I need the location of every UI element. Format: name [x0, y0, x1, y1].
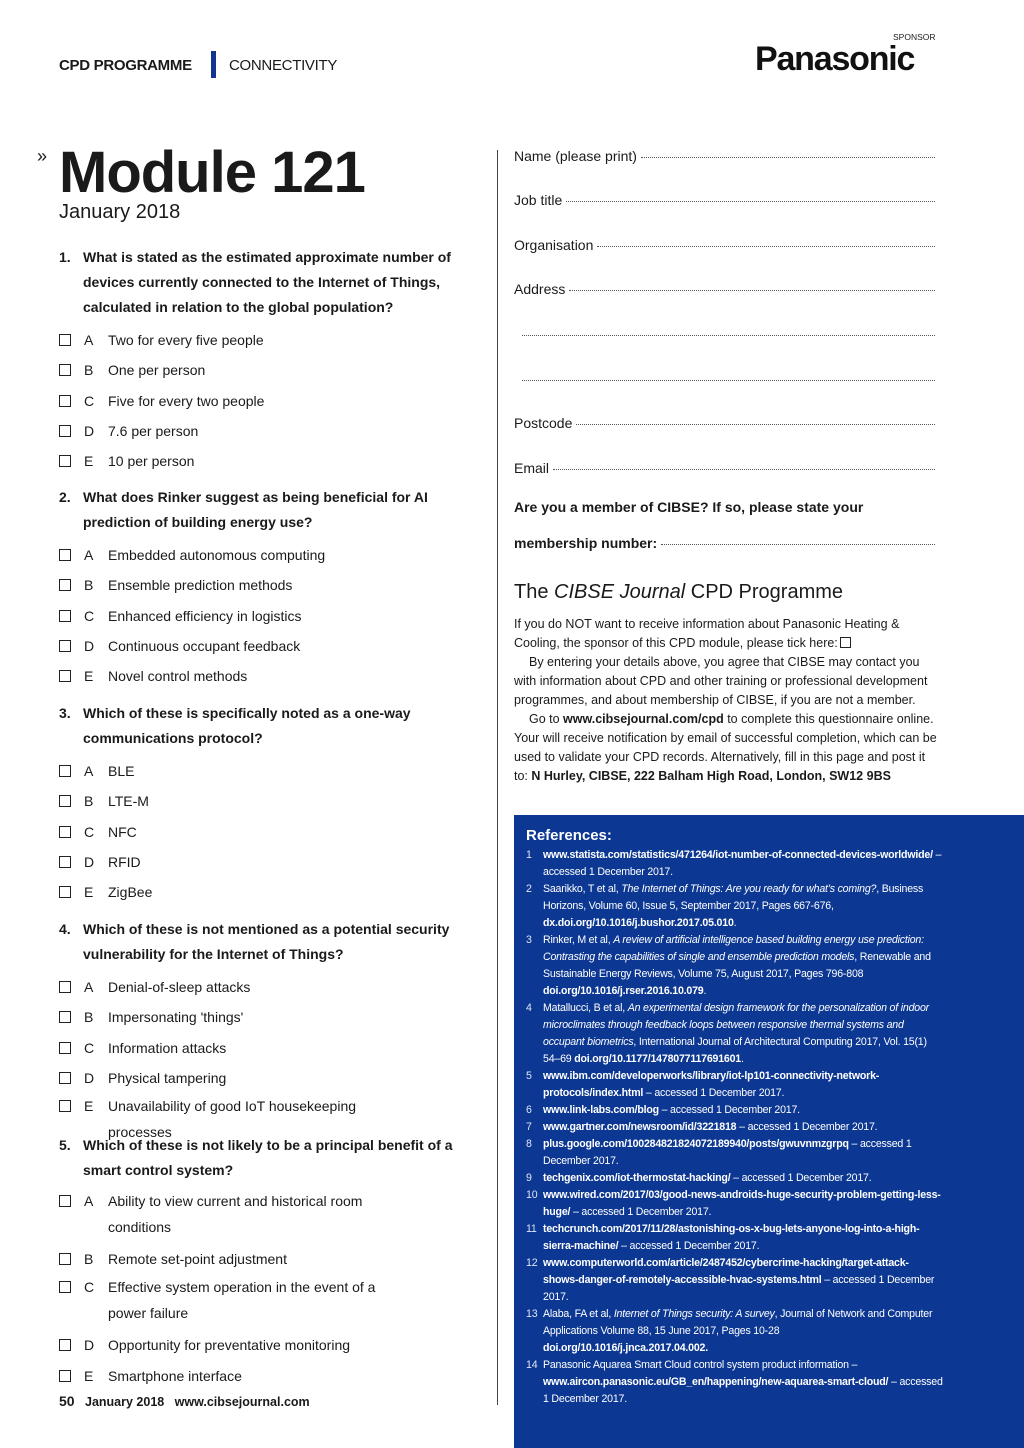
reference-part: – accessed 1 December 2017. [730, 1172, 872, 1184]
question-number: 3. [59, 705, 71, 721]
answer-option[interactable] [59, 1361, 469, 1391]
reference-part: , Journal of Network and Computer Applications Volume 88, 15 June 2017, Pages 10-28 [543, 1308, 933, 1337]
topic-label: CONNECTIVITY [229, 57, 338, 74]
option-letter: B [84, 362, 94, 379]
answer-checkbox[interactable] [59, 1281, 71, 1293]
option-letter: B [84, 1251, 94, 1268]
answer-checkbox[interactable] [59, 610, 71, 622]
answer-checkbox[interactable] [59, 1370, 71, 1382]
option-text: Physical tampering [108, 1070, 227, 1087]
question-text-row [59, 485, 469, 535]
option-letter: E [84, 1098, 94, 1115]
option-text: Effective system operation in the event of a power failure [108, 1279, 376, 1322]
reference-part: , International Journal of Architectural Computing 2017, Vol. 15(1) 54–69 [543, 1036, 927, 1065]
option-text: Smartphone interface [108, 1367, 242, 1384]
reference-number: 7 [526, 1121, 532, 1133]
question-block [59, 485, 469, 691]
reference-part: An experimental design framework for the personalization of indoor microclimates through feedback loops between responsive thermal systems and occupant biometrics [543, 1002, 929, 1048]
answer-checkbox[interactable] [59, 795, 71, 807]
option-letter: A [84, 1193, 94, 1209]
answer-checkbox[interactable] [59, 1253, 71, 1265]
reference-item [526, 1255, 1012, 1306]
reference-part: Rinker, M et al, [543, 934, 614, 946]
reference-link[interactable]: www.statista.com/statistics/471264/iot-number-of-connected-devices-worldwide/ [543, 849, 933, 861]
reference-item [526, 1187, 1012, 1221]
reference-part: – accessed 1 December 2017. [543, 849, 942, 878]
question-text: What is stated as the estimated approximate number of devices currently connected to the Internet of Things, calculated in relation to the global population? [83, 249, 451, 315]
answer-checkbox[interactable] [59, 670, 71, 682]
answer-option[interactable] [59, 416, 469, 446]
reference-part: – accessed 1 December 2017. [570, 1206, 712, 1218]
cpd-link[interactable]: www.cibsejournal.com/cpd [563, 712, 724, 726]
option-letter: B [84, 577, 94, 594]
field-label: Organisation [514, 237, 594, 253]
reference-part: , Renewable and Sustainable Energy Reviews, Volume 75, August 2017, Pages 796-808 [543, 951, 931, 980]
reference-part: – accessed 1 December 2017. [643, 1087, 785, 1099]
reference-item [526, 1306, 1012, 1357]
form-field[interactable] [514, 192, 935, 208]
reference-part: – accessed 1 December 2017. [618, 1240, 760, 1252]
question-text: What does Rinker suggest as being beneficial for AI prediction of building energy use? [83, 489, 428, 530]
answer-option[interactable] [59, 540, 469, 570]
reference-number: 13 [526, 1308, 538, 1320]
membership-number-field[interactable] [514, 535, 935, 551]
option-letter: A [84, 979, 94, 996]
reference-part: Alaba, FA et al, [543, 1308, 614, 1320]
answer-checkbox[interactable] [59, 1072, 71, 1084]
postal-address: N Hurley, CIBSE, 222 Balham High Road, London, SW12 9BS [531, 769, 891, 783]
form-field[interactable] [514, 281, 935, 297]
answer-option[interactable] [59, 1244, 469, 1274]
membership-number-label: membership number: [514, 535, 658, 551]
answer-checkbox[interactable] [59, 886, 71, 898]
reference-part: Panasonic Aquarea Smart Cloud control system product information – [543, 1359, 858, 1371]
option-text: Five for every two people [108, 392, 265, 409]
reference-part: – accessed 1 December 2017. [658, 1104, 800, 1116]
reference-part: The Internet of Things: Are you ready for what’s coming? [621, 883, 877, 895]
answer-checkbox[interactable] [59, 1339, 71, 1351]
reference-number: 1 [526, 849, 532, 861]
option-text: NFC [108, 823, 137, 840]
reference-part: Matallucci, B et al, [543, 1002, 628, 1014]
reference-number: 14 [526, 1359, 538, 1371]
answer-checkbox[interactable] [59, 395, 71, 407]
reference-number: 3 [526, 934, 532, 946]
answer-checkbox[interactable] [59, 981, 71, 993]
reference-item [526, 881, 1012, 932]
form-field[interactable] [514, 148, 935, 164]
references-title: References: [526, 827, 612, 844]
reference-item [526, 847, 1012, 881]
field-label: Postcode [514, 415, 573, 431]
spacer [514, 371, 518, 387]
option-letter: A [84, 332, 94, 349]
answer-option[interactable] [59, 756, 469, 786]
option-letter: E [84, 453, 94, 470]
answer-option[interactable] [59, 1002, 469, 1032]
consent-text: By entering your details above, you agree that CIBSE may contact you with information about CPD and other training or professional development programmes, and about membership of CIBSE, if you are not a member. [514, 655, 928, 707]
reference-item [526, 1136, 1012, 1170]
answer-checkbox[interactable] [59, 765, 71, 777]
column-divider [497, 150, 498, 1405]
reference-number: 5 [526, 1070, 532, 1082]
reference-text [543, 1357, 943, 1408]
fill-line [569, 290, 935, 291]
reference-item [526, 1068, 1012, 1102]
answer-option[interactable] [59, 1330, 469, 1360]
membership-question [514, 499, 863, 515]
option-text: Ensemble prediction methods [108, 577, 293, 594]
answer-checkbox[interactable] [59, 640, 71, 652]
fill-line [522, 335, 935, 336]
reference-part: A review of artificial intelligence based building energy use prediction: Contrasting the capabilities of single and ensemble prediction models [543, 934, 924, 963]
answer-option[interactable] [59, 1188, 469, 1244]
option-letter: B [84, 793, 94, 810]
reference-link[interactable]: www.gartner.com/newsroom/id/3221818 [543, 1121, 737, 1133]
form-field[interactable] [514, 237, 935, 253]
question-text-row [59, 917, 469, 967]
reference-link[interactable]: www.ibm.com/developerworks/library/iot-lp101-connectivity-network-protocols/index.html [543, 1070, 880, 1099]
answer-checkbox[interactable] [59, 1042, 71, 1054]
reference-text [543, 1170, 943, 1187]
reference-link[interactable]: dx.doi.org/10.1016/j.bushor.2017.05.010 [543, 917, 734, 929]
reference-text [543, 1306, 943, 1357]
answer-option[interactable] [59, 972, 469, 1002]
answer-option[interactable] [59, 817, 469, 847]
reference-item [526, 932, 1012, 1000]
reference-link[interactable]: doi.org/10.1016/j.rser.2016.10.079 [543, 985, 704, 997]
footer-date: January 2018 [85, 1395, 165, 1409]
option-text: Novel control methods [108, 668, 248, 685]
answer-checkbox[interactable] [59, 856, 71, 868]
answer-option[interactable] [59, 386, 469, 416]
question-text-row [59, 245, 469, 320]
fill-line [641, 157, 935, 158]
reference-part: . [733, 917, 737, 929]
answer-checkbox[interactable] [59, 826, 71, 838]
reference-text [543, 1119, 943, 1136]
reference-part: Saarikko, T et al, [543, 883, 622, 895]
question-number: 1. [59, 249, 71, 265]
question-block [59, 245, 469, 476]
question-text-row [59, 701, 469, 751]
reference-item [526, 1221, 1012, 1255]
fill-line [566, 201, 935, 202]
reference-part: – accessed 1 December 2017. [543, 1376, 943, 1405]
sponsor-label: SPONSOR [893, 32, 936, 42]
fill-line [661, 544, 935, 545]
reference-part: Internet of Things security: A survey [613, 1308, 775, 1320]
reference-link[interactable]: doi.org/10.1016/j.jnca.2017.04.002. [543, 1342, 708, 1354]
option-letter: E [84, 1367, 94, 1384]
option-letter: D [84, 854, 95, 871]
answer-option[interactable] [59, 355, 469, 385]
module-date: January 2018 [59, 201, 181, 223]
reference-link[interactable]: www.computerworld.com/article/2487452/cybercrime-hacking/target-attack-shows-danger-of-remotely-accessible-hvac-systems.html [543, 1257, 909, 1286]
heading-text: CPD Programme [685, 581, 844, 603]
question-block [59, 1133, 469, 1391]
fill-line [553, 469, 935, 470]
question-number: 2. [59, 489, 71, 505]
form-field[interactable] [514, 326, 935, 342]
answer-checkbox[interactable] [59, 334, 71, 346]
reference-number: 12 [526, 1257, 538, 1269]
reference-item [526, 1102, 1012, 1119]
option-text: Impersonating 'things' [108, 1009, 244, 1026]
option-text: Information attacks [108, 1039, 227, 1056]
reference-link[interactable]: plus.google.com/100284821824072189940/posts/gwuvnmzgrpq [543, 1138, 849, 1150]
form-field[interactable] [514, 371, 935, 387]
reference-part: , Business Horizons, Volume 60, Issue 5, September 2017, Pages 667-676, [543, 883, 924, 912]
option-text: Denial-of-sleep attacks [108, 979, 251, 996]
reference-item [526, 1000, 1012, 1068]
option-letter: B [84, 1009, 94, 1026]
answer-checkbox[interactable] [59, 579, 71, 591]
text: Go to [529, 712, 564, 726]
option-letter: C [84, 1039, 95, 1056]
option-letter: C [84, 607, 95, 624]
question-number: 4. [59, 921, 71, 937]
answer-checkbox[interactable] [59, 1195, 71, 1207]
answer-option[interactable] [59, 661, 469, 691]
option-text: 10 per person [108, 453, 195, 470]
option-letter: A [84, 547, 94, 564]
chevron-icon: » [37, 146, 48, 166]
reference-part: . [703, 985, 707, 997]
answer-option[interactable] [59, 847, 469, 877]
option-text: Enhanced efficiency in logistics [108, 607, 302, 624]
programme-text [514, 615, 939, 786]
answer-option[interactable] [59, 1033, 469, 1063]
reference-text [543, 847, 943, 881]
option-text: One per person [108, 362, 206, 379]
option-text: Ability to view current and historical room conditions [108, 1193, 363, 1235]
reference-text [543, 1187, 943, 1221]
references-list [526, 847, 1012, 1408]
reference-text [543, 1068, 943, 1102]
question-text: Which of these is not mentioned as a potential security vulnerability for the Internet of Things? [83, 921, 450, 962]
option-letter: C [84, 392, 95, 409]
option-text: Continuous occupant feedback [108, 638, 301, 655]
reference-number: 10 [526, 1189, 538, 1201]
option-text: Embedded autonomous computing [108, 547, 326, 564]
option-text: RFID [108, 854, 141, 871]
reference-part: . [740, 1053, 744, 1065]
section-label: CPD PROGRAMME [59, 57, 192, 74]
fill-line [576, 424, 935, 425]
reference-text [543, 1000, 943, 1068]
field-label: Address [514, 281, 566, 297]
page-number: 50 [59, 1393, 75, 1409]
answer-option[interactable] [59, 631, 469, 661]
page-footer [59, 1393, 310, 1409]
option-text: Two for every five people [108, 332, 264, 349]
reference-part: – accessed 1 December 2017. [543, 1138, 912, 1167]
answer-option[interactable] [59, 570, 469, 600]
answer-option[interactable] [59, 786, 469, 816]
form-field[interactable] [514, 460, 935, 476]
answer-option[interactable] [59, 1063, 469, 1093]
references-box [514, 815, 1024, 1448]
option-letter: C [84, 823, 95, 840]
opt-out-text: If you do NOT want to receive information about Panasonic Heating & Cooling, the sponsor of this CPD module, please tick here: [514, 617, 900, 650]
answer-checkbox[interactable] [59, 549, 71, 561]
reference-number: 4 [526, 1002, 532, 1014]
reference-text [543, 1221, 943, 1255]
question-text-row [59, 1133, 469, 1183]
option-letter: E [84, 884, 94, 901]
reference-text [543, 881, 943, 932]
reference-link[interactable]: techgenix.com/iot-thermostat-hacking/ [543, 1172, 731, 1184]
programme-heading [514, 581, 843, 604]
answer-option[interactable] [59, 601, 469, 631]
option-text: Unavailability of good IoT housekeeping processes [108, 1098, 357, 1141]
option-letter: D [84, 1337, 95, 1354]
option-letter: D [84, 423, 95, 440]
fill-line [522, 380, 935, 381]
option-text: ZigBee [108, 884, 153, 901]
reference-item [526, 1170, 1012, 1187]
answer-option[interactable] [59, 446, 469, 476]
field-label: Name (please print) [514, 148, 637, 164]
membership-question-line: Are you a member of CIBSE? If so, please state your [514, 499, 864, 515]
option-letter: D [84, 638, 95, 655]
question-text: Which of these is specifically noted as a one-way communications protocol? [83, 705, 411, 746]
field-label: Email [514, 460, 550, 476]
module-title: Module 121 [59, 140, 365, 205]
answer-checkbox[interactable] [59, 364, 71, 376]
reference-number: 6 [526, 1104, 532, 1116]
answer-checkbox[interactable] [59, 425, 71, 437]
reference-item [526, 1357, 1012, 1408]
spacer [514, 326, 518, 342]
option-text: Opportunity for preventative monitoring [108, 1337, 351, 1354]
answer-checkbox[interactable] [59, 1011, 71, 1023]
answer-option[interactable] [59, 325, 469, 355]
reference-part: – accessed 1 December 2017. [736, 1121, 878, 1133]
sponsor-logo: Panasonic [755, 40, 915, 78]
answer-option[interactable] [59, 1274, 469, 1330]
reference-link[interactable]: doi.org/10.1177/1478077117691601 [574, 1053, 741, 1065]
reference-number: 9 [526, 1172, 532, 1184]
option-letter: A [84, 763, 94, 780]
reference-number: 2 [526, 883, 532, 895]
option-text: BLE [108, 763, 135, 780]
answer-option[interactable] [59, 877, 469, 907]
reference-number: 8 [526, 1138, 532, 1150]
text: to complete this questionnaire online. Your will receive notification by email of successful completion, which can be used to validate your CPD records. Alternatively, fill in this page and post it to: [514, 712, 937, 783]
footer-site: www.cibsejournal.com [174, 1395, 310, 1409]
form-field[interactable] [514, 415, 935, 431]
reference-link[interactable]: techcrunch.com/2017/11/28/astonishing-os-x-bug-lets-anyone-log-into-a-high-sierra-machine/ [543, 1223, 920, 1252]
question-block [59, 917, 469, 1149]
answer-checkbox[interactable] [59, 455, 71, 467]
question-block [59, 701, 469, 907]
header-divider [211, 51, 216, 78]
heading-text: The [514, 581, 555, 603]
reference-text [543, 1255, 943, 1306]
question-number: 5. [59, 1137, 71, 1153]
option-text: Remote set-point adjustment [108, 1251, 287, 1268]
reference-number: 11 [526, 1223, 537, 1235]
reference-item [526, 1119, 1012, 1136]
option-text: 7.6 per person [108, 423, 199, 440]
answer-checkbox[interactable] [59, 1100, 71, 1112]
heading-journal: CIBSE Journal [554, 581, 686, 603]
option-letter: C [84, 1279, 95, 1296]
field-label: Job title [514, 192, 563, 208]
reference-link[interactable]: www.link-labs.com/blog [543, 1104, 659, 1116]
question-text: Which of these is not likely to be a principal benefit of a smart control system? [83, 1137, 453, 1178]
option-text: LTE-M [108, 793, 149, 810]
option-letter: E [84, 668, 94, 685]
reference-text [543, 1136, 943, 1170]
reference-link[interactable]: www.wired.com/2017/03/good-news-androids-huge-security-problem-getting-less-huge/ [543, 1189, 941, 1218]
opt-out-checkbox[interactable] [840, 637, 851, 648]
reference-link[interactable]: www.aircon.panasonic.eu/GB_en/happening/new-aquarea-smart-cloud/ [543, 1376, 889, 1388]
reference-part: – accessed 1 December 2017. [543, 1274, 935, 1303]
reference-text [543, 1102, 943, 1119]
reference-text [543, 932, 943, 1000]
fill-line [597, 246, 935, 247]
option-letter: D [84, 1070, 95, 1087]
